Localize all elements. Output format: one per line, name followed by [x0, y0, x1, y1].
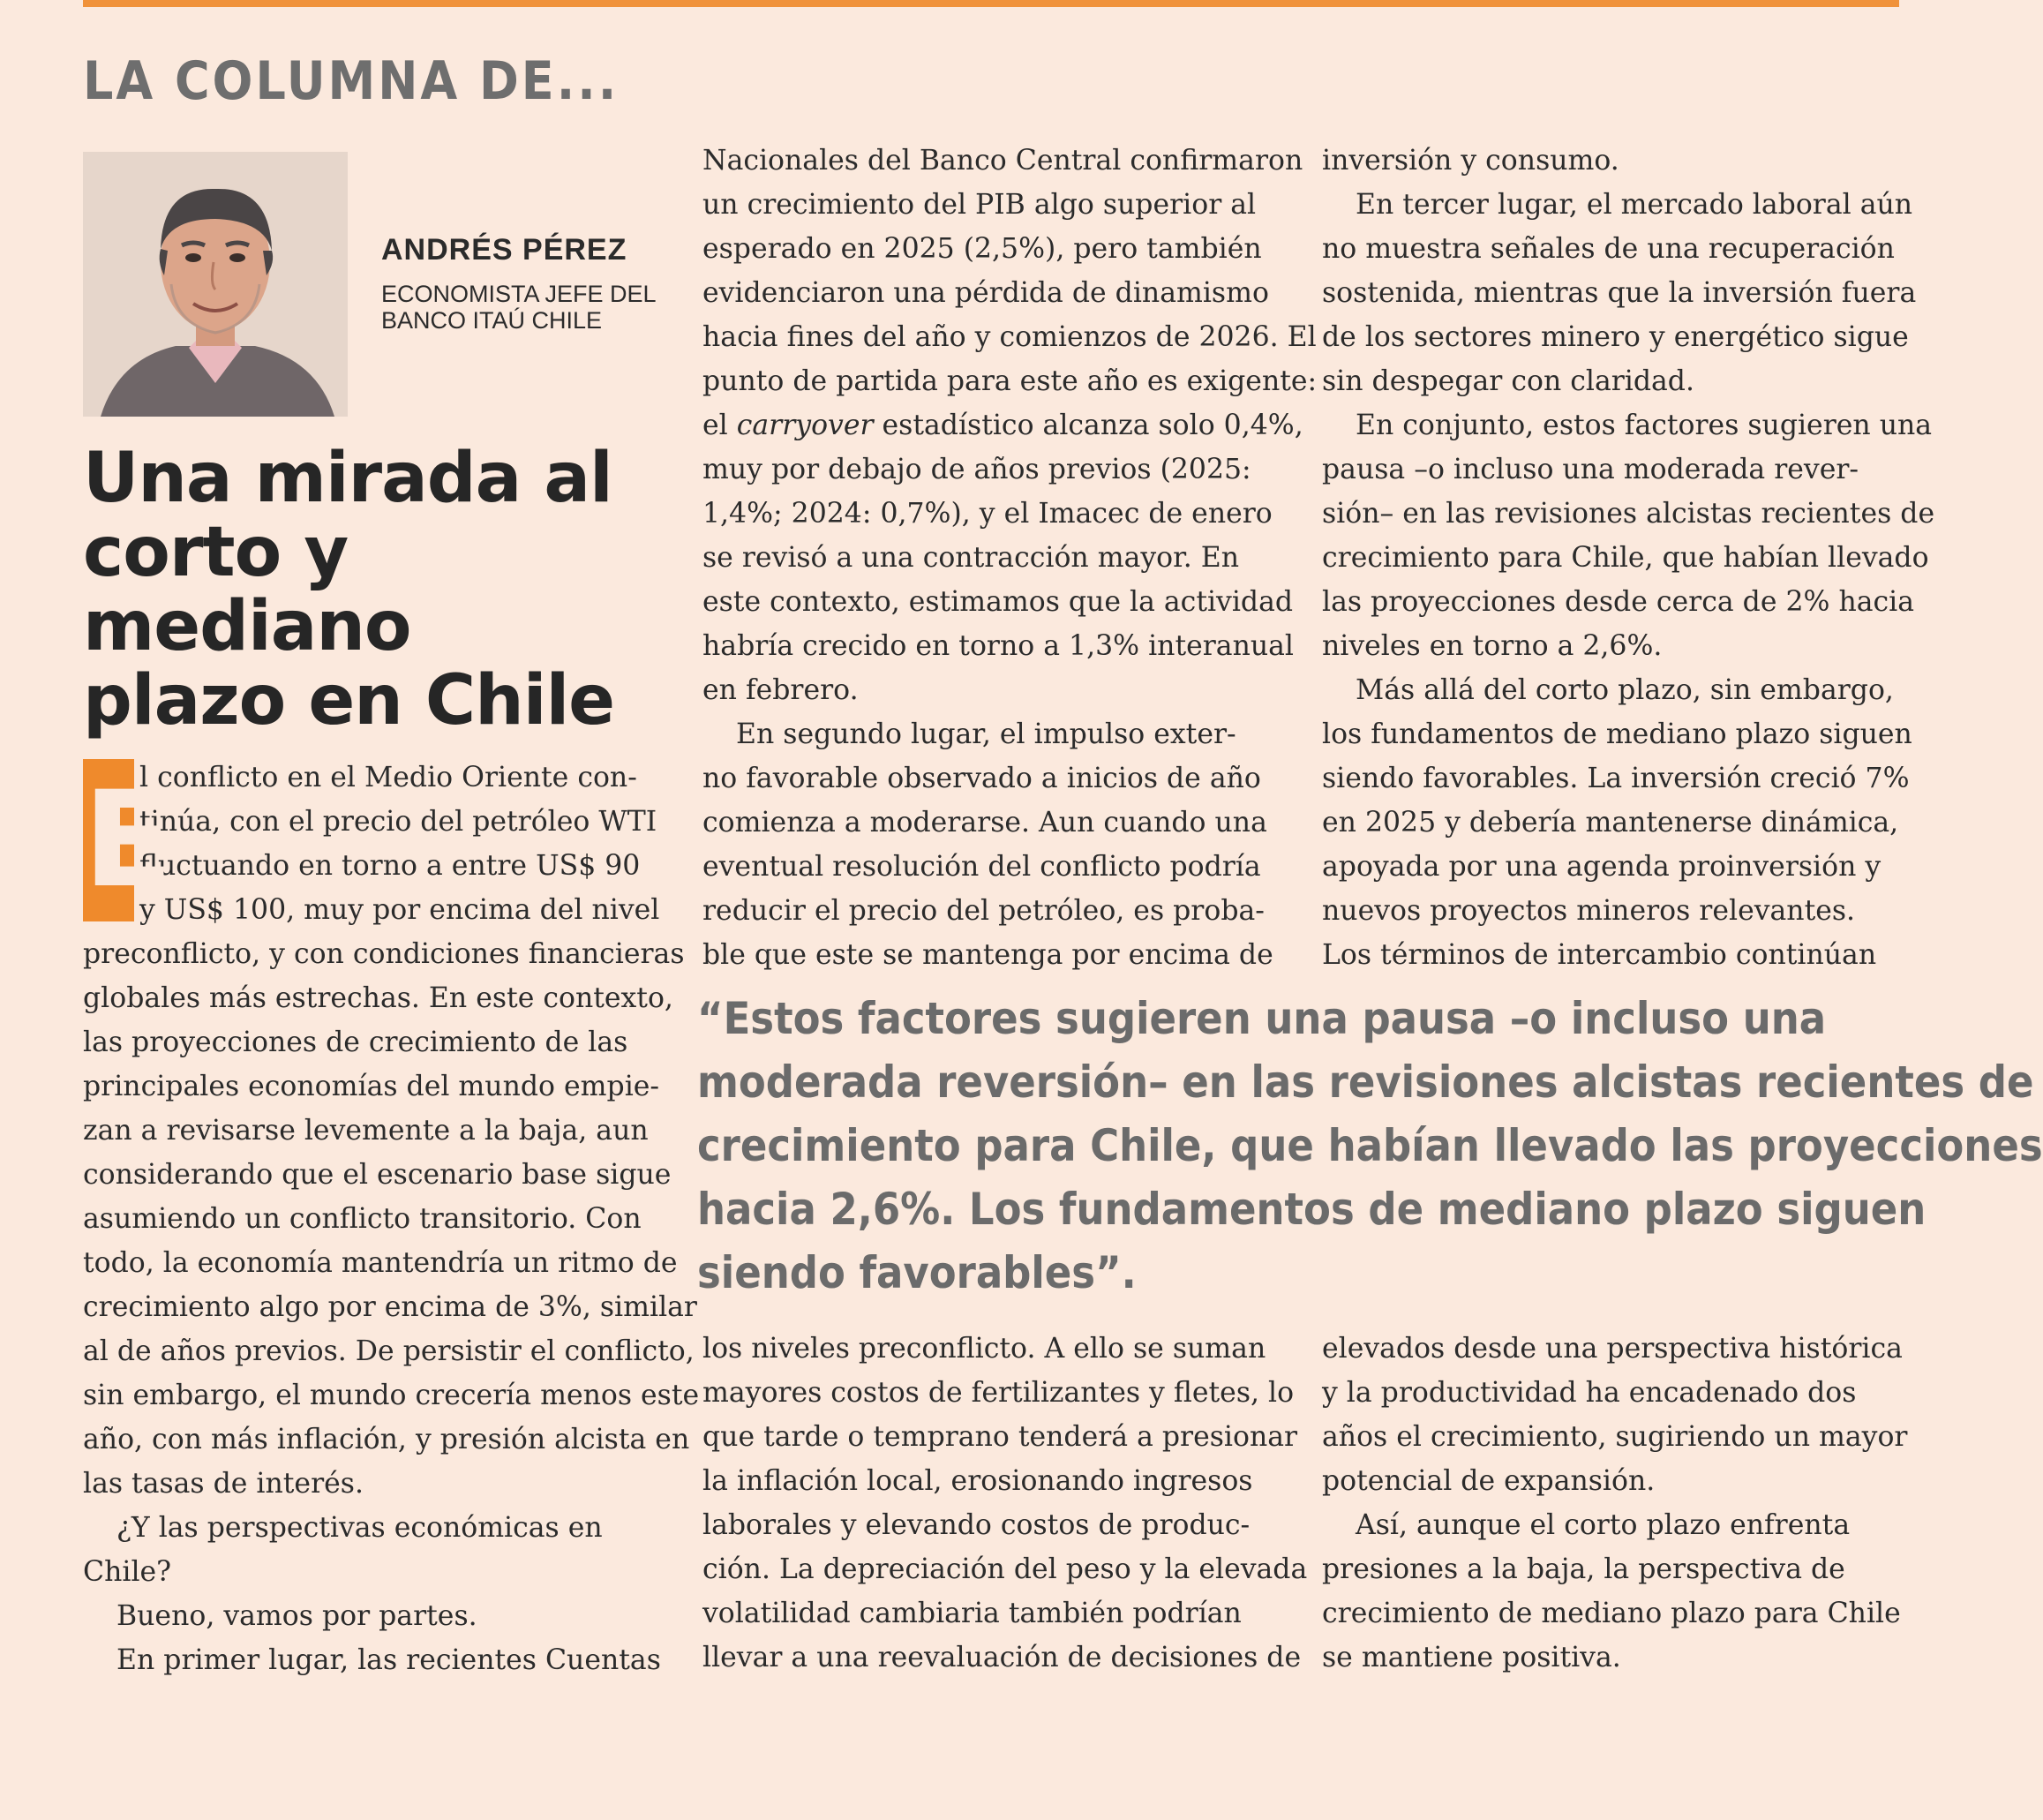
text-line: niveles en torno a 2,6%. — [1322, 630, 1663, 662]
text-line: este contexto, estimamos que la actividad — [702, 586, 1294, 618]
author-role — [381, 281, 672, 334]
text-line: mayores costos de fertilizantes y fletes, lo — [702, 1377, 1295, 1409]
text-line: llevar a una reevaluación de decisiones de — [702, 1642, 1302, 1673]
text-line: no muestra señales de una recuperación — [1322, 233, 1895, 265]
text-line: año, con más inflación, y presión alcista en — [83, 1424, 690, 1455]
text-line: comienza a moderarse. Aun cuando una — [702, 807, 1267, 839]
lead-paragraph — [83, 756, 665, 932]
text-line: en febrero. — [702, 674, 859, 706]
text-line: elevados desde una perspectiva histórica — [1322, 1333, 1903, 1365]
text-line: no favorable observado a inicios de año — [702, 763, 1261, 794]
text-line: reducir el precio del petróleo, es proba- — [702, 895, 1265, 927]
text-line: y la productividad ha encadenado dos — [1322, 1377, 1857, 1409]
text-line: crecimiento algo por encima de 3%, similar — [83, 1291, 697, 1323]
text-line: habría crecido en torno a 1,3% interanual — [702, 630, 1295, 662]
text-line: zan a revisarse levemente a la baja, aun — [83, 1115, 649, 1147]
text-line: crecimiento para Chile, que habían llevado — [1322, 542, 1929, 574]
text-line: sostenida, mientras que la inversión fuera — [1322, 277, 1917, 309]
text-line: de los sectores minero y energético sigue — [1322, 321, 1909, 353]
text-line: todo, la economía mantendría un ritmo de — [83, 1247, 678, 1279]
text-line: l conflicto en el Medio Oriente con- — [139, 762, 637, 793]
text-line: los fundamentos de mediano plazo siguen — [1322, 718, 1912, 750]
text-line: ble que este se mantenga por encima de — [702, 939, 1273, 971]
text-line — [702, 403, 1303, 447]
text-line: que tarde o temprano tenderá a presionar — [702, 1421, 1298, 1453]
section-kicker: LA COLUMNA DE... — [83, 50, 620, 112]
text-line: En segundo lugar, el impulso exter- — [736, 718, 1236, 750]
text-line: nuevos proyectos mineros relevantes. — [1322, 895, 1856, 927]
text-line: sión– en las revisiones alcistas recientes de — [1322, 498, 1935, 530]
text-line: muy por debajo de años previos (2025: — [702, 454, 1251, 485]
text-segment: estadístico alcanza solo 0,4%, — [873, 410, 1303, 441]
text-line: en 2025 y debería mantenerse dinámica, — [1322, 807, 1899, 839]
pull-quote-line: moderada reversión– en las revisiones alcistas recientes de — [697, 1057, 2034, 1108]
text-line: asumiendo un conflicto transitorio. Con — [83, 1203, 642, 1235]
article-column-3-bottom — [1322, 1327, 1908, 1680]
text-line: volatilidad cambiaria también podrían — [702, 1598, 1242, 1629]
text-segment: el — [702, 410, 728, 441]
text-line: los niveles preconflicto. A ello se suman — [702, 1333, 1266, 1365]
article-column-2-top — [702, 139, 1318, 977]
pull-quote-line: hacia 2,6%. Los fundamentos de mediano plazo siguen — [697, 1184, 1927, 1235]
text-line: apoyada por una agenda proinversión y — [1322, 851, 1882, 883]
text-line: años el crecimiento, sugiriendo un mayor — [1322, 1421, 1908, 1453]
text-line: punto de partida para este año es exigente: — [702, 365, 1318, 397]
text-line: presiones a la baja, la perspectiva de — [1322, 1553, 1845, 1585]
author-portrait-icon — [83, 152, 348, 417]
text-line: evidenciaron una pérdida de dinamismo — [702, 277, 1269, 309]
text-line: globales más estrechas. En este contexto, — [83, 982, 673, 1014]
text-line: y US$ 100, muy por encima del nivel — [139, 894, 660, 926]
text-line: Así, aunque el corto plazo enfrenta — [1356, 1509, 1851, 1541]
italic-term: carryover — [736, 410, 874, 441]
pull-quote-line: “Estos factores sugieren una pausa –o incluso una — [697, 993, 1827, 1044]
text-line: Más allá del corto plazo, sin embargo, — [1356, 674, 1894, 706]
article-column-2-bottom — [702, 1327, 1308, 1680]
text-line: se revisó a una contracción mayor. En — [702, 542, 1240, 574]
top-accent-bar — [83, 0, 1899, 7]
text-line: las proyecciones de crecimiento de las — [83, 1027, 628, 1058]
text-line: fluctuando en torno a entre US$ 90 — [139, 850, 641, 882]
text-line: En primer lugar, las recientes Cuentas — [116, 1644, 661, 1676]
text-line: sin embargo, el mundo crecería menos este — [83, 1380, 700, 1411]
author-photo — [83, 152, 348, 417]
text-line: siendo favorables. La inversión creció 7% — [1322, 763, 1910, 794]
text-line: En tercer lugar, el mercado laboral aún — [1356, 189, 1913, 221]
article-column-3-top — [1322, 139, 1935, 977]
text-line: laborales y elevando costos de produc- — [702, 1509, 1251, 1541]
text-line: ¿Y las perspectivas económicas en — [116, 1512, 603, 1544]
text-line: potencial de expansión. — [1322, 1465, 1656, 1497]
text-line: hacia fines del año y comienzos de 2026. El — [702, 321, 1317, 353]
pull-quote-line: siendo favorables”. — [697, 1247, 1137, 1298]
text-line: ción. La depreciación del peso y la elevada — [702, 1553, 1308, 1585]
text-line: considerando que el escenario base sigue — [83, 1159, 672, 1191]
text-line: las proyecciones desde cerca de 2% hacia — [1322, 586, 1915, 618]
author-role-line: BANCO ITAÚ CHILE — [381, 307, 603, 334]
text-line: Los términos de intercambio continúan — [1322, 939, 1877, 971]
pull-quote-line: crecimiento para Chile, que habían llevado las proyecciones — [697, 1120, 2043, 1171]
pull-quote — [697, 987, 2043, 1305]
text-line: Nacionales del Banco Central confirmaron — [702, 145, 1303, 177]
text-line: inversión y consumo. — [1322, 145, 1619, 177]
text-line: crecimiento de mediano plazo para Chile — [1322, 1598, 1901, 1629]
text-line: En conjunto, estos factores sugieren una — [1356, 410, 1933, 441]
headline-line: Una mirada al — [83, 439, 612, 518]
text-line: un crecimiento del PIB algo superior al — [702, 189, 1257, 221]
text-line: al de años previos. De persistir el conflicto, — [83, 1335, 695, 1367]
article-headline — [83, 439, 665, 741]
author-role-line: ECONOMISTA JEFE DEL — [381, 281, 657, 307]
headline-line: plazo en Chile — [83, 661, 615, 741]
text-line: se mantiene positiva. — [1322, 1642, 1621, 1673]
text-line: la inflación local, erosionando ingresos — [702, 1465, 1253, 1497]
text-line: Bueno, vamos por partes. — [116, 1600, 477, 1632]
text-line: pausa –o incluso una moderada rever- — [1322, 454, 1859, 485]
text-line: Chile? — [83, 1556, 172, 1588]
text-line: principales economías del mundo empie- — [83, 1071, 660, 1102]
author-name: ANDRÉS PÉREZ — [381, 233, 627, 267]
text-line: sin despegar con claridad. — [1322, 365, 1694, 397]
text-line: preconflicto, y con condiciones financieras — [83, 938, 685, 970]
text-line: eventual resolución del conflicto podría — [702, 851, 1261, 883]
article-column-1 — [83, 756, 700, 1682]
headline-line: corto y mediano — [83, 513, 411, 666]
text-line: 1,4%; 2024: 0,7%), y el Imacec de enero — [702, 498, 1273, 530]
text-line: esperado en 2025 (2,5%), pero también — [702, 233, 1262, 265]
text-line: las tasas de interés. — [83, 1468, 364, 1500]
text-line: tinúa, con el precio del petróleo WTI — [139, 806, 657, 838]
drop-cap: E — [83, 759, 134, 921]
